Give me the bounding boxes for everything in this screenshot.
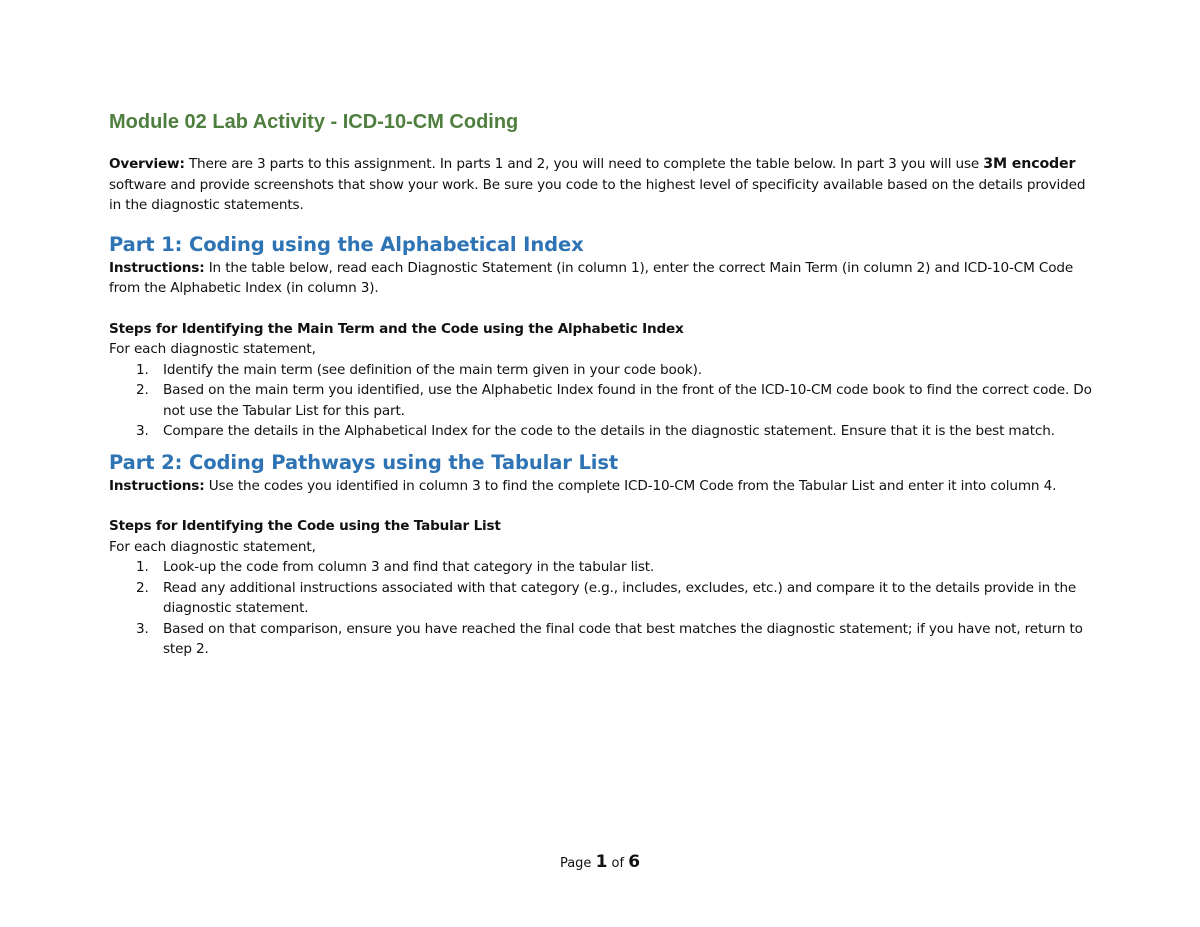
document-body [109, 108, 1099, 660]
list-item-text: Read any additional instructions associated with that category (e.g., includes, excludes, etc.) and compare it to the details provide in the diagnostic statement. [163, 579, 1077, 616]
list-item [109, 578, 1099, 619]
overview-text-before: There are 3 parts to this assignment. In parts 1 and 2, you will need to complete the table below. In part 3 you will use [184, 156, 984, 172]
document-title: Module 02 Lab Activity - ICD-10-CM Coding [109, 111, 519, 133]
list-item [109, 360, 1099, 381]
part1-steps-list [109, 360, 1099, 442]
part1-heading: Part 1: Coding using the Alphabetical Index [109, 232, 584, 256]
part2-steps-heading: Steps for Identifying the Code using the Tabular List [109, 518, 501, 534]
list-item-number: 1. [136, 361, 149, 378]
part2-instructions-label: Instructions: [109, 477, 205, 494]
list-item-text: Based on that comparison, ensure you have reached the final code that best matches the diagnostic statement; if you have not, return to step 2. [163, 620, 1083, 657]
footer-page-word: Page [559, 856, 592, 871]
part2-instructions [109, 476, 1099, 497]
part1-instructions-label: Instructions: [109, 259, 205, 276]
footer-total-pages: 6 [628, 852, 641, 872]
page-footer [0, 850, 1200, 876]
part1-instructions [109, 258, 1099, 299]
footer-current-page: 1 [595, 852, 608, 872]
part1-steps-heading: Steps for Identifying the Main Term and the Code using the Alphabetic Index [109, 320, 684, 337]
overview-paragraph [109, 154, 1099, 216]
overview-text-after: software and provide screenshots that show your work. Be sure you code to the highest level of specificity available based on the details provided in the diagnostic statements. [109, 176, 1086, 213]
part1-steps-intro: For each diagnostic statement, [109, 341, 316, 357]
list-item-text: Identify the main term (see definition of the main term given in your code book). [163, 361, 702, 378]
overview-emphasis: 3M encoder [983, 156, 1076, 172]
list-item [109, 380, 1099, 421]
list-item-number: 3. [136, 620, 149, 637]
overview-label: Overview: [109, 156, 185, 172]
list-item-text: Based on the main term you identified, use the Alphabetic Index found in the front of the ICD-10-CM code book to find the correct code. Do not use the Tabular List for this part. [163, 382, 1092, 419]
list-item [109, 619, 1099, 660]
list-item-number: 1. [136, 559, 149, 575]
part2-instructions-text: Use the codes you identified in column 3 to find the complete ICD-10-CM Code from the Tabular List and enter it into column 4. [204, 477, 1057, 494]
list-item-text: Look-up the code from column 3 and find that category in the tabular list. [163, 559, 655, 575]
part2-steps-intro: For each diagnostic statement, [109, 538, 316, 555]
list-item-number: 2. [136, 579, 149, 596]
list-item-number: 3. [136, 423, 149, 439]
part1-instructions-text: In the table below, read each Diagnostic Statement (in column 1), enter the correct Main Term (in column 2) and ICD-10-CM Code from the Alphabetic Index (in column 3). [109, 259, 1074, 296]
list-item [109, 421, 1099, 442]
part2-steps-list [109, 557, 1099, 660]
part2-heading: Part 2: Coding Pathways using the Tabular List [109, 450, 619, 474]
list-item-text: Compare the details in the Alphabetical Index for the code to the details in the diagnostic statement. Ensure that it is the best match. [163, 423, 1055, 439]
list-item [109, 557, 1099, 578]
list-item-number: 2. [136, 382, 149, 398]
footer-of-word: of [611, 856, 625, 871]
